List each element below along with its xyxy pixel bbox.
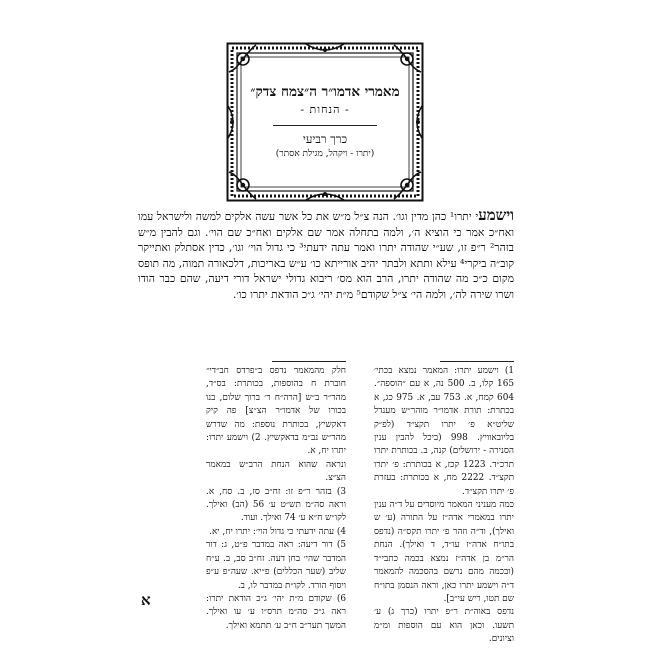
footnote: חלק מהמאמר נדפס ב״פרדס חב״די״ חוברת ח בהוספות, בכותרת: בס״ד, מהר״ר ב״ש [הרה״ח ר׳ ברוך שלום, בנו בכורו של אדמו״ר הצ״צ] פה קיק דאקשיץ, בכותרת נוספת: מה שדרש מהר״ש נב״מ בדאקשיץ. 2) וישמע יתרו: יתרו יח, א. [206, 366, 346, 457]
footnote-column-right [374, 365, 514, 647]
parshiyot-label: (יתרו - ויקהל, מגילת אסתר) [275, 149, 375, 159]
discourse-paragraph [138, 208, 514, 303]
page-number: א [141, 591, 151, 609]
title-block [244, 60, 406, 184]
lead-word: וישמע [478, 206, 514, 224]
footnote: נדפס באוה״ת ר״פ יתרו (כרך ג) ע׳ תשעו. וכאן הוא עם הוספות ומ״מ וציונים. [374, 607, 514, 645]
book-title: מאמרי אדמו״ר ה״צמח צדק״ [250, 84, 400, 100]
footnote: 4) עתה ידעתי כי גדול הוי׳: יתרו יח, יא. [209, 526, 346, 537]
footnote: 6) שקודם מ״ת יהי׳ ג״כ הודאת יתרו: ראה ג״כ סה״מ תרס״ו ע׳ עו ואילך. המשך תער״ב ח״ב ע׳ תתמא ואילך. [206, 593, 346, 631]
footnote: כמה מעניני המאמר מיוסדים על ד״ה ענין יתרו במאמרי אדה״ז על התורה (ע׳ ש ואילך), וד״ה וזהר פ׳ יתרו תקס״ה (נדפס בתו״ח אדה״ז עו״ד, ד ואילך). הנחת הר״מ בן אדה״ז נמצא בכמה כתבי״ד (ובכמה מהם נרשם בהסכמה להמאמר ד״ה וישמע יתרו כאן, וראה הנסמן בתו״ח שם תטו, ריש עי״ב]. [374, 500, 514, 604]
footnote: 5) דור דיעה: ראה במדבר פ״ט, ג: דור המדבר שהי׳ בחן דעה. זח״ב סב, ב. ע״ח שליב (שער הכללים) פ״יא. שעה״פ ע״פ ויסוף הורד. לקו״ת במדבר לו, ב. [206, 540, 346, 591]
footnote-rule-right [440, 361, 514, 362]
discourse-text: י יתרו¹ כהן מדין וגו׳. הנה צ״ל מ״ש את כל אשר עשה אלקים למשה ולישראל עמו ואח״כ אמר כי הוציא ה׳, ולמה בתחלה אמר שם אלקים ואח״כ שם הוי׳. וגם להבין מ״ש בזהר² ר״פ זו, שע״י שהודה יתרו ואמר עתה ידעתי³ כי גדול הוי׳ וגו׳, כדין אסתלק ואתייקר קוב״ה ביקרי⁴ עילא ותתא ולבתר יהיב אורייתא כו׳ ע״ש באריכות, דלכאורה תמוה, מה תופס מקום כ״כ מה שהודה יתרו, הרב הוא מס׳ ריבוא גדולי ישראל דורי דיעה, שהם כבר הודו ושרו שירה לה׳, ולמה הי׳ צ״ל שקודם⁵ מ״ת יהי׳ ג״כ הודאת יתרו כו׳. [138, 210, 515, 301]
footnote-column-left [206, 365, 346, 633]
discourse-body [138, 208, 514, 303]
footnote: 3) בזהר ר״פ זו: זח״ב סז, ב. סח, א. וראה סה״מ תש״ט ע׳ 56 (הב) ואילך. לקו״ש ח״א ע׳ 74 ואילך. ועוד. [206, 486, 346, 524]
footnote: ונראה שהוא הנחת הרב״ש במאמר הצ״צ. [206, 459, 346, 484]
ornate-title-frame [226, 42, 424, 202]
footnote: 1) וישמע יתרו: המאמר נמצא בכתי׳ 165 קלו, ב. 500 נה, א עם ״הוספה״. 604 קמח, א. 753 עב, א. 975 כג, א בכתרת: תורת אדמו״ר מוהר״ש מענדל שליט״א פ׳ יתרו תקצ״ד (לפ״ק בליובאוויץ. 998 (ביכל להבין ענין הסנירה - ירושלים) קנה, ב. בכותרת יתרו תרכ״ד. 1223 קכז, א בכותרת: פ׳ יתרו תקצ״ד. 2222 מח, א בכותרת: בעזרת פ׳ יתרו תקצ״ד. [374, 366, 515, 497]
title-divider [273, 125, 377, 126]
book-subtitle: - הנחות - [300, 103, 350, 116]
footnote-rule-left [272, 361, 346, 362]
volume-label: כרך רביעי [302, 132, 348, 146]
